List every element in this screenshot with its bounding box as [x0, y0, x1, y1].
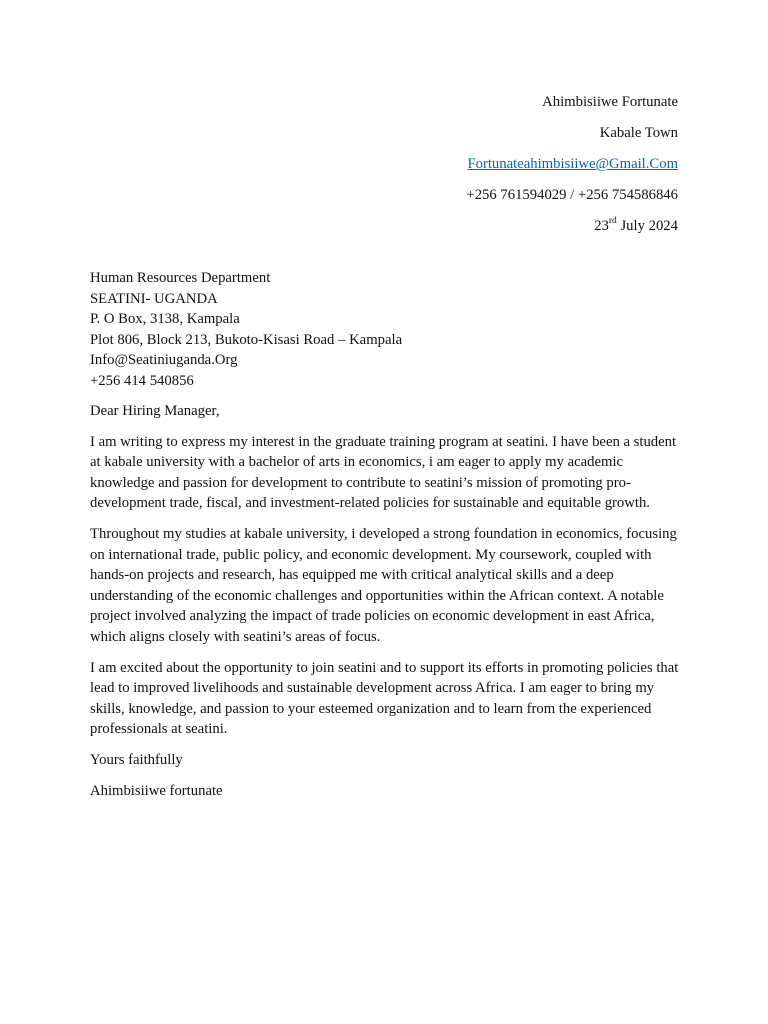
sender-phones: +256 761594029 / +256 754586846: [466, 187, 678, 203]
sender-town: Kabale Town: [599, 125, 678, 141]
recipient-phone: +256 414 540856: [90, 372, 194, 389]
signature-name: Ahimbisiiwe fortunate: [90, 782, 223, 799]
sender-email-line: [466, 154, 678, 174]
sender-name: Ahimbisiiwe Fortunate: [542, 94, 678, 110]
recipient-department: Human Resources Department: [90, 270, 271, 286]
closing: Yours faithfully: [90, 751, 183, 768]
recipient-po-box: P. O Box, 3138, Kampala: [90, 311, 240, 328]
recipient-email: Info@Seatiniuganda.Org: [90, 352, 238, 369]
sender-block: [466, 92, 678, 247]
date-suffix: rd: [608, 216, 617, 227]
recipient-organization: SEATINI- UGANDA: [90, 290, 218, 307]
letter-date: [466, 216, 678, 236]
letter-body: [90, 401, 680, 811]
recipient-address: Plot 806, Block 213, Bukoto-Kisasi Road – Kampala: [90, 331, 403, 348]
sender-email-link[interactable]: Fortunateahimbisiiwe@Gmail.Com: [467, 156, 678, 172]
date-day: 23: [594, 218, 609, 234]
paragraph-studies: Throughout my studies at kabale university, i developed a strong foundation in economics, focusing on international trade, public policy, and economic development. My coursework, coupled with hands-on projects and research, has equipped me with critical analytical skills and a deep understanding of the economic challenges and opportunities within the African context. A notable project involved analyzing the impact of trade policies on economic development in east Africa, which aligns closely with seatini’s areas of focus.: [90, 525, 677, 645]
paragraph-intro: I am writing to express my interest in the graduate training program at seatini. I have been a student at kabale university with a bachelor of arts in economics, i am eager to apply my academic knowledge and passion for development to contribute to seatini’s mission of promoting pro-development trade, fiscal, and investment-related policies for sustainable and equitable growth.: [90, 433, 677, 512]
date-month-year: July 2024: [616, 218, 678, 234]
paragraph-motivation: I am excited about the opportunity to join seatini and to support its efforts in promoting policies that lead to improved livelihoods and sustainable development across Africa. I am eager to bring my skills, knowledge, and passion to your esteemed organization and to learn from the experienced professionals at seatini.: [90, 659, 679, 738]
recipient-block: [90, 268, 680, 392]
salutation: Dear Hiring Manager,: [90, 403, 220, 419]
